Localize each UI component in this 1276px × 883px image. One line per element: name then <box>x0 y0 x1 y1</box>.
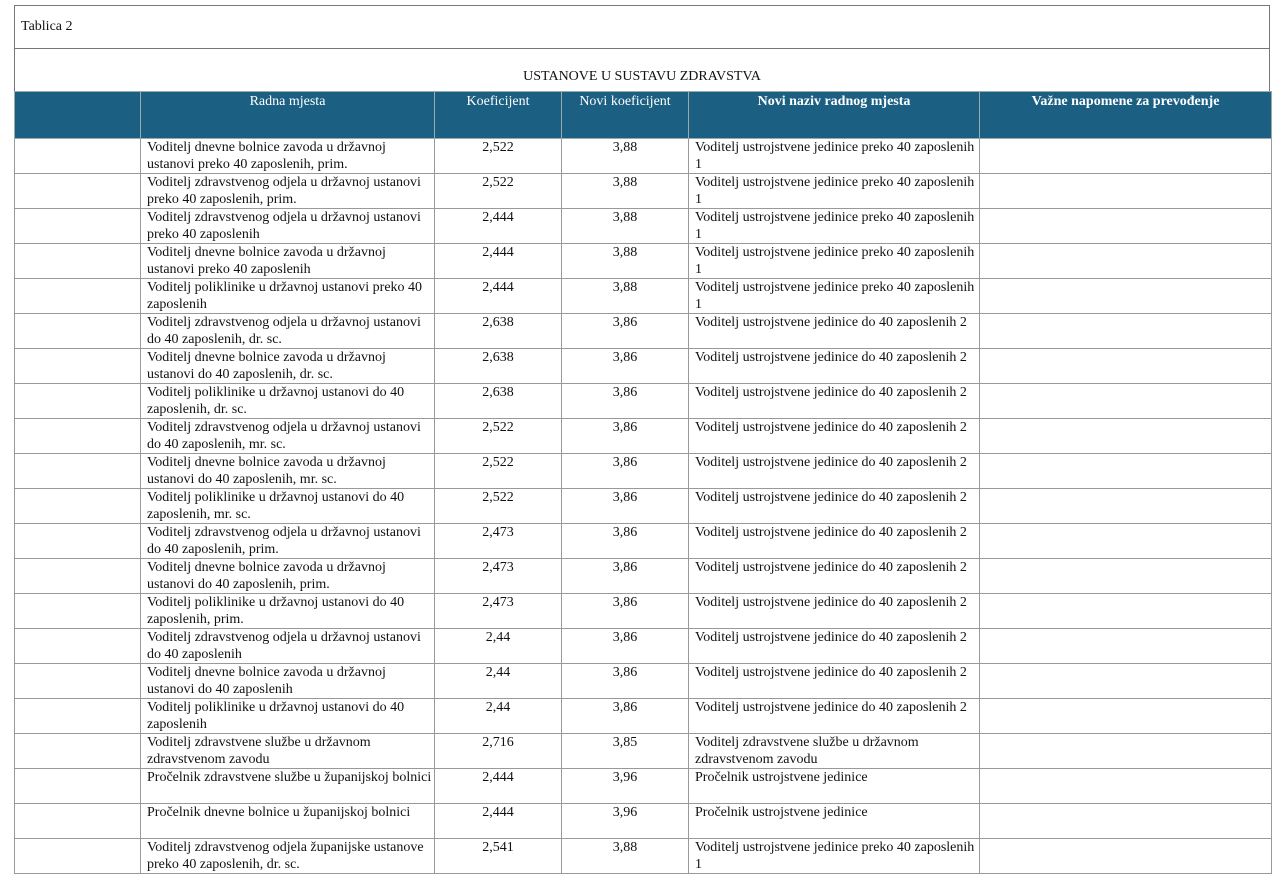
novi-naziv-cell: Voditelj zdravstvene službe u državnom zdravstvenom zavodu <box>689 734 980 769</box>
empty-cell <box>15 769 141 804</box>
novi-koeficijent-cell: 3,86 <box>562 594 689 629</box>
novi-naziv-cell: Voditelj ustrojstvene jedinice do 40 zaposlenih 2 <box>689 349 980 384</box>
koeficijent-cell: 2,638 <box>435 384 562 419</box>
positions-table <box>14 91 1272 874</box>
empty-cell <box>15 384 141 419</box>
table-row <box>15 629 1272 664</box>
novi-koeficijent-cell: 3,88 <box>562 174 689 209</box>
napomene-cell <box>980 629 1272 664</box>
header-row <box>15 92 1272 139</box>
napomene-cell <box>980 314 1272 349</box>
novi-naziv-cell: Voditelj ustrojstvene jedinice do 40 zaposlenih 2 <box>689 314 980 349</box>
koeficijent-cell: 2,541 <box>435 839 562 874</box>
table-row <box>15 174 1272 209</box>
radno-mjesto-cell: Voditelj dnevne bolnice zavoda u državnoj ustanovi do 40 zaposlenih, mr. sc. <box>141 454 435 489</box>
empty-cell <box>15 804 141 839</box>
table-row <box>15 699 1272 734</box>
radno-mjesto-cell: Voditelj zdravstvenog odjela u državnoj ustanovi do 40 zaposlenih, prim. <box>141 524 435 559</box>
table-row <box>15 384 1272 419</box>
novi-koeficijent-cell: 3,88 <box>562 279 689 314</box>
table-row <box>15 244 1272 279</box>
koeficijent-cell: 2,473 <box>435 594 562 629</box>
radno-mjesto-cell: Voditelj zdravstvenog odjela u državnoj ustanovi preko 40 zaposlenih <box>141 209 435 244</box>
radno-mjesto-cell: Voditelj poliklinike u državnoj ustanovi do 40 zaposlenih, mr. sc. <box>141 489 435 524</box>
header-novi-naziv: Novi naziv radnog mjesta <box>689 92 980 139</box>
table-row <box>15 804 1272 839</box>
novi-naziv-cell: Voditelj ustrojstvene jedinice preko 40 zaposlenih 1 <box>689 279 980 314</box>
header-napomene: Važne napomene za prevođenje <box>980 92 1272 139</box>
table-row <box>15 559 1272 594</box>
radno-mjesto-cell: Voditelj zdravstvenog odjela u državnoj ustanovi do 40 zaposlenih <box>141 629 435 664</box>
empty-cell <box>15 734 141 769</box>
koeficijent-cell: 2,638 <box>435 349 562 384</box>
novi-koeficijent-cell: 3,86 <box>562 524 689 559</box>
novi-koeficijent-cell: 3,86 <box>562 314 689 349</box>
napomene-cell <box>980 734 1272 769</box>
koeficijent-cell: 2,44 <box>435 699 562 734</box>
empty-cell <box>15 699 141 734</box>
header-koeficijent: Koeficijent <box>435 92 562 139</box>
radno-mjesto-cell: Voditelj zdravstvenog odjela u državnoj ustanovi do 40 zaposlenih, mr. sc. <box>141 419 435 454</box>
napomene-cell <box>980 699 1272 734</box>
napomene-cell <box>980 279 1272 314</box>
novi-koeficijent-cell: 3,86 <box>562 664 689 699</box>
novi-naziv-cell: Voditelj ustrojstvene jedinice do 40 zaposlenih 2 <box>689 699 980 734</box>
radno-mjesto-cell: Voditelj poliklinike u državnoj ustanovi preko 40 zaposlenih <box>141 279 435 314</box>
napomene-cell <box>980 454 1272 489</box>
radno-mjesto-cell: Voditelj dnevne bolnice zavoda u državnoj ustanovi do 40 zaposlenih, dr. sc. <box>141 349 435 384</box>
empty-cell <box>15 524 141 559</box>
table-label: Tablica 2 <box>14 5 1270 48</box>
document-table <box>14 5 1270 874</box>
koeficijent-cell: 2,522 <box>435 419 562 454</box>
novi-koeficijent-cell: 3,88 <box>562 209 689 244</box>
novi-koeficijent-cell: 3,96 <box>562 769 689 804</box>
novi-naziv-cell: Voditelj ustrojstvene jedinice do 40 zaposlenih 2 <box>689 524 980 559</box>
radno-mjesto-cell: Voditelj dnevne bolnice zavoda u državnoj ustanovi do 40 zaposlenih <box>141 664 435 699</box>
empty-cell <box>15 559 141 594</box>
header-novi-koeficijent: Novi koeficijent <box>562 92 689 139</box>
empty-cell <box>15 664 141 699</box>
napomene-cell <box>980 839 1272 874</box>
napomene-cell <box>980 524 1272 559</box>
novi-koeficijent-cell: 3,88 <box>562 839 689 874</box>
radno-mjesto-cell: Voditelj poliklinike u državnoj ustanovi do 40 zaposlenih, dr. sc. <box>141 384 435 419</box>
koeficijent-cell: 2,716 <box>435 734 562 769</box>
koeficijent-cell: 2,444 <box>435 279 562 314</box>
novi-naziv-cell: Voditelj ustrojstvene jedinice preko 40 zaposlenih 1 <box>689 839 980 874</box>
napomene-cell <box>980 419 1272 454</box>
table-row <box>15 769 1272 804</box>
napomene-cell <box>980 769 1272 804</box>
koeficijent-cell: 2,522 <box>435 489 562 524</box>
table-row <box>15 524 1272 559</box>
koeficijent-cell: 2,44 <box>435 664 562 699</box>
novi-naziv-cell: Voditelj ustrojstvene jedinice do 40 zaposlenih 2 <box>689 664 980 699</box>
novi-koeficijent-cell: 3,86 <box>562 419 689 454</box>
table-row <box>15 839 1272 874</box>
koeficijent-cell: 2,522 <box>435 139 562 174</box>
radno-mjesto-cell: Voditelj zdravstvene službe u državnom zdravstvenom zavodu <box>141 734 435 769</box>
novi-koeficijent-cell: 3,86 <box>562 559 689 594</box>
napomene-cell <box>980 384 1272 419</box>
header-radna-mjesta: Radna mjesta <box>141 92 435 139</box>
novi-koeficijent-cell: 3,88 <box>562 139 689 174</box>
novi-naziv-cell: Voditelj ustrojstvene jedinice do 40 zaposlenih 2 <box>689 629 980 664</box>
table-row <box>15 279 1272 314</box>
napomene-cell <box>980 664 1272 699</box>
koeficijent-cell: 2,444 <box>435 244 562 279</box>
koeficijent-cell: 2,473 <box>435 524 562 559</box>
radno-mjesto-cell: Pročelnik dnevne bolnice u županijskoj bolnici <box>141 804 435 839</box>
novi-naziv-cell: Voditelj ustrojstvene jedinice preko 40 zaposlenih 1 <box>689 209 980 244</box>
empty-cell <box>15 209 141 244</box>
napomene-cell <box>980 349 1272 384</box>
novi-naziv-cell: Voditelj ustrojstvene jedinice preko 40 zaposlenih 1 <box>689 139 980 174</box>
table-row <box>15 489 1272 524</box>
table-row <box>15 454 1272 489</box>
table-row <box>15 594 1272 629</box>
empty-cell <box>15 244 141 279</box>
table-row <box>15 349 1272 384</box>
empty-cell <box>15 139 141 174</box>
empty-cell <box>15 629 141 664</box>
napomene-cell <box>980 594 1272 629</box>
empty-cell <box>15 314 141 349</box>
novi-koeficijent-cell: 3,86 <box>562 454 689 489</box>
napomene-cell <box>980 489 1272 524</box>
novi-naziv-cell: Pročelnik ustrojstvene jedinice <box>689 769 980 804</box>
radno-mjesto-cell: Voditelj zdravstvenog odjela u državnoj ustanovi preko 40 zaposlenih, prim. <box>141 174 435 209</box>
koeficijent-cell: 2,638 <box>435 314 562 349</box>
table-body <box>15 139 1272 874</box>
radno-mjesto-cell: Voditelj dnevne bolnice zavoda u državnoj ustanovi preko 40 zaposlenih <box>141 244 435 279</box>
novi-naziv-cell: Pročelnik ustrojstvene jedinice <box>689 804 980 839</box>
table-row <box>15 734 1272 769</box>
radno-mjesto-cell: Voditelj poliklinike u državnoj ustanovi do 40 zaposlenih <box>141 699 435 734</box>
napomene-cell <box>980 559 1272 594</box>
table-row <box>15 139 1272 174</box>
empty-cell <box>15 839 141 874</box>
novi-koeficijent-cell: 3,86 <box>562 384 689 419</box>
koeficijent-cell: 2,444 <box>435 804 562 839</box>
radno-mjesto-cell: Voditelj dnevne bolnice zavoda u državnoj ustanovi do 40 zaposlenih, prim. <box>141 559 435 594</box>
novi-naziv-cell: Voditelj ustrojstvene jedinice do 40 zaposlenih 2 <box>689 454 980 489</box>
radno-mjesto-cell: Voditelj zdravstvenog odjela u državnoj ustanovi do 40 zaposlenih, dr. sc. <box>141 314 435 349</box>
radno-mjesto-cell: Voditelj zdravstvenog odjela županijske ustanove preko 40 zaposlenih, dr. sc. <box>141 839 435 874</box>
empty-cell <box>15 594 141 629</box>
novi-koeficijent-cell: 3,88 <box>562 244 689 279</box>
table-row <box>15 664 1272 699</box>
empty-cell <box>15 419 141 454</box>
empty-cell <box>15 174 141 209</box>
empty-cell <box>15 279 141 314</box>
header-empty <box>15 92 141 139</box>
novi-koeficijent-cell: 3,86 <box>562 489 689 524</box>
novi-naziv-cell: Voditelj ustrojstvene jedinice do 40 zaposlenih 2 <box>689 419 980 454</box>
novi-naziv-cell: Voditelj ustrojstvene jedinice do 40 zaposlenih 2 <box>689 594 980 629</box>
novi-koeficijent-cell: 3,96 <box>562 804 689 839</box>
napomene-cell <box>980 174 1272 209</box>
novi-koeficijent-cell: 3,86 <box>562 629 689 664</box>
novi-koeficijent-cell: 3,86 <box>562 349 689 384</box>
empty-cell <box>15 349 141 384</box>
novi-naziv-cell: Voditelj ustrojstvene jedinice preko 40 zaposlenih 1 <box>689 174 980 209</box>
novi-naziv-cell: Voditelj ustrojstvene jedinice do 40 zaposlenih 2 <box>689 384 980 419</box>
novi-naziv-cell: Voditelj ustrojstvene jedinice do 40 zaposlenih 2 <box>689 559 980 594</box>
section-title: USTANOVE U SUSTAVU ZDRAVSTVA <box>14 48 1270 91</box>
novi-naziv-cell: Voditelj ustrojstvene jedinice preko 40 zaposlenih 1 <box>689 244 980 279</box>
napomene-cell <box>980 244 1272 279</box>
koeficijent-cell: 2,522 <box>435 174 562 209</box>
table-row <box>15 209 1272 244</box>
novi-koeficijent-cell: 3,86 <box>562 699 689 734</box>
napomene-cell <box>980 139 1272 174</box>
koeficijent-cell: 2,444 <box>435 209 562 244</box>
table-row <box>15 419 1272 454</box>
koeficijent-cell: 2,473 <box>435 559 562 594</box>
napomene-cell <box>980 209 1272 244</box>
empty-cell <box>15 489 141 524</box>
radno-mjesto-cell: Voditelj poliklinike u državnoj ustanovi do 40 zaposlenih, prim. <box>141 594 435 629</box>
koeficijent-cell: 2,522 <box>435 454 562 489</box>
table-row <box>15 314 1272 349</box>
empty-cell <box>15 454 141 489</box>
koeficijent-cell: 2,44 <box>435 629 562 664</box>
novi-koeficijent-cell: 3,85 <box>562 734 689 769</box>
koeficijent-cell: 2,444 <box>435 769 562 804</box>
novi-naziv-cell: Voditelj ustrojstvene jedinice do 40 zaposlenih 2 <box>689 489 980 524</box>
radno-mjesto-cell: Voditelj dnevne bolnice zavoda u državnoj ustanovi preko 40 zaposlenih, prim. <box>141 139 435 174</box>
radno-mjesto-cell: Pročelnik zdravstvene službe u županijskoj bolnici <box>141 769 435 804</box>
napomene-cell <box>980 804 1272 839</box>
